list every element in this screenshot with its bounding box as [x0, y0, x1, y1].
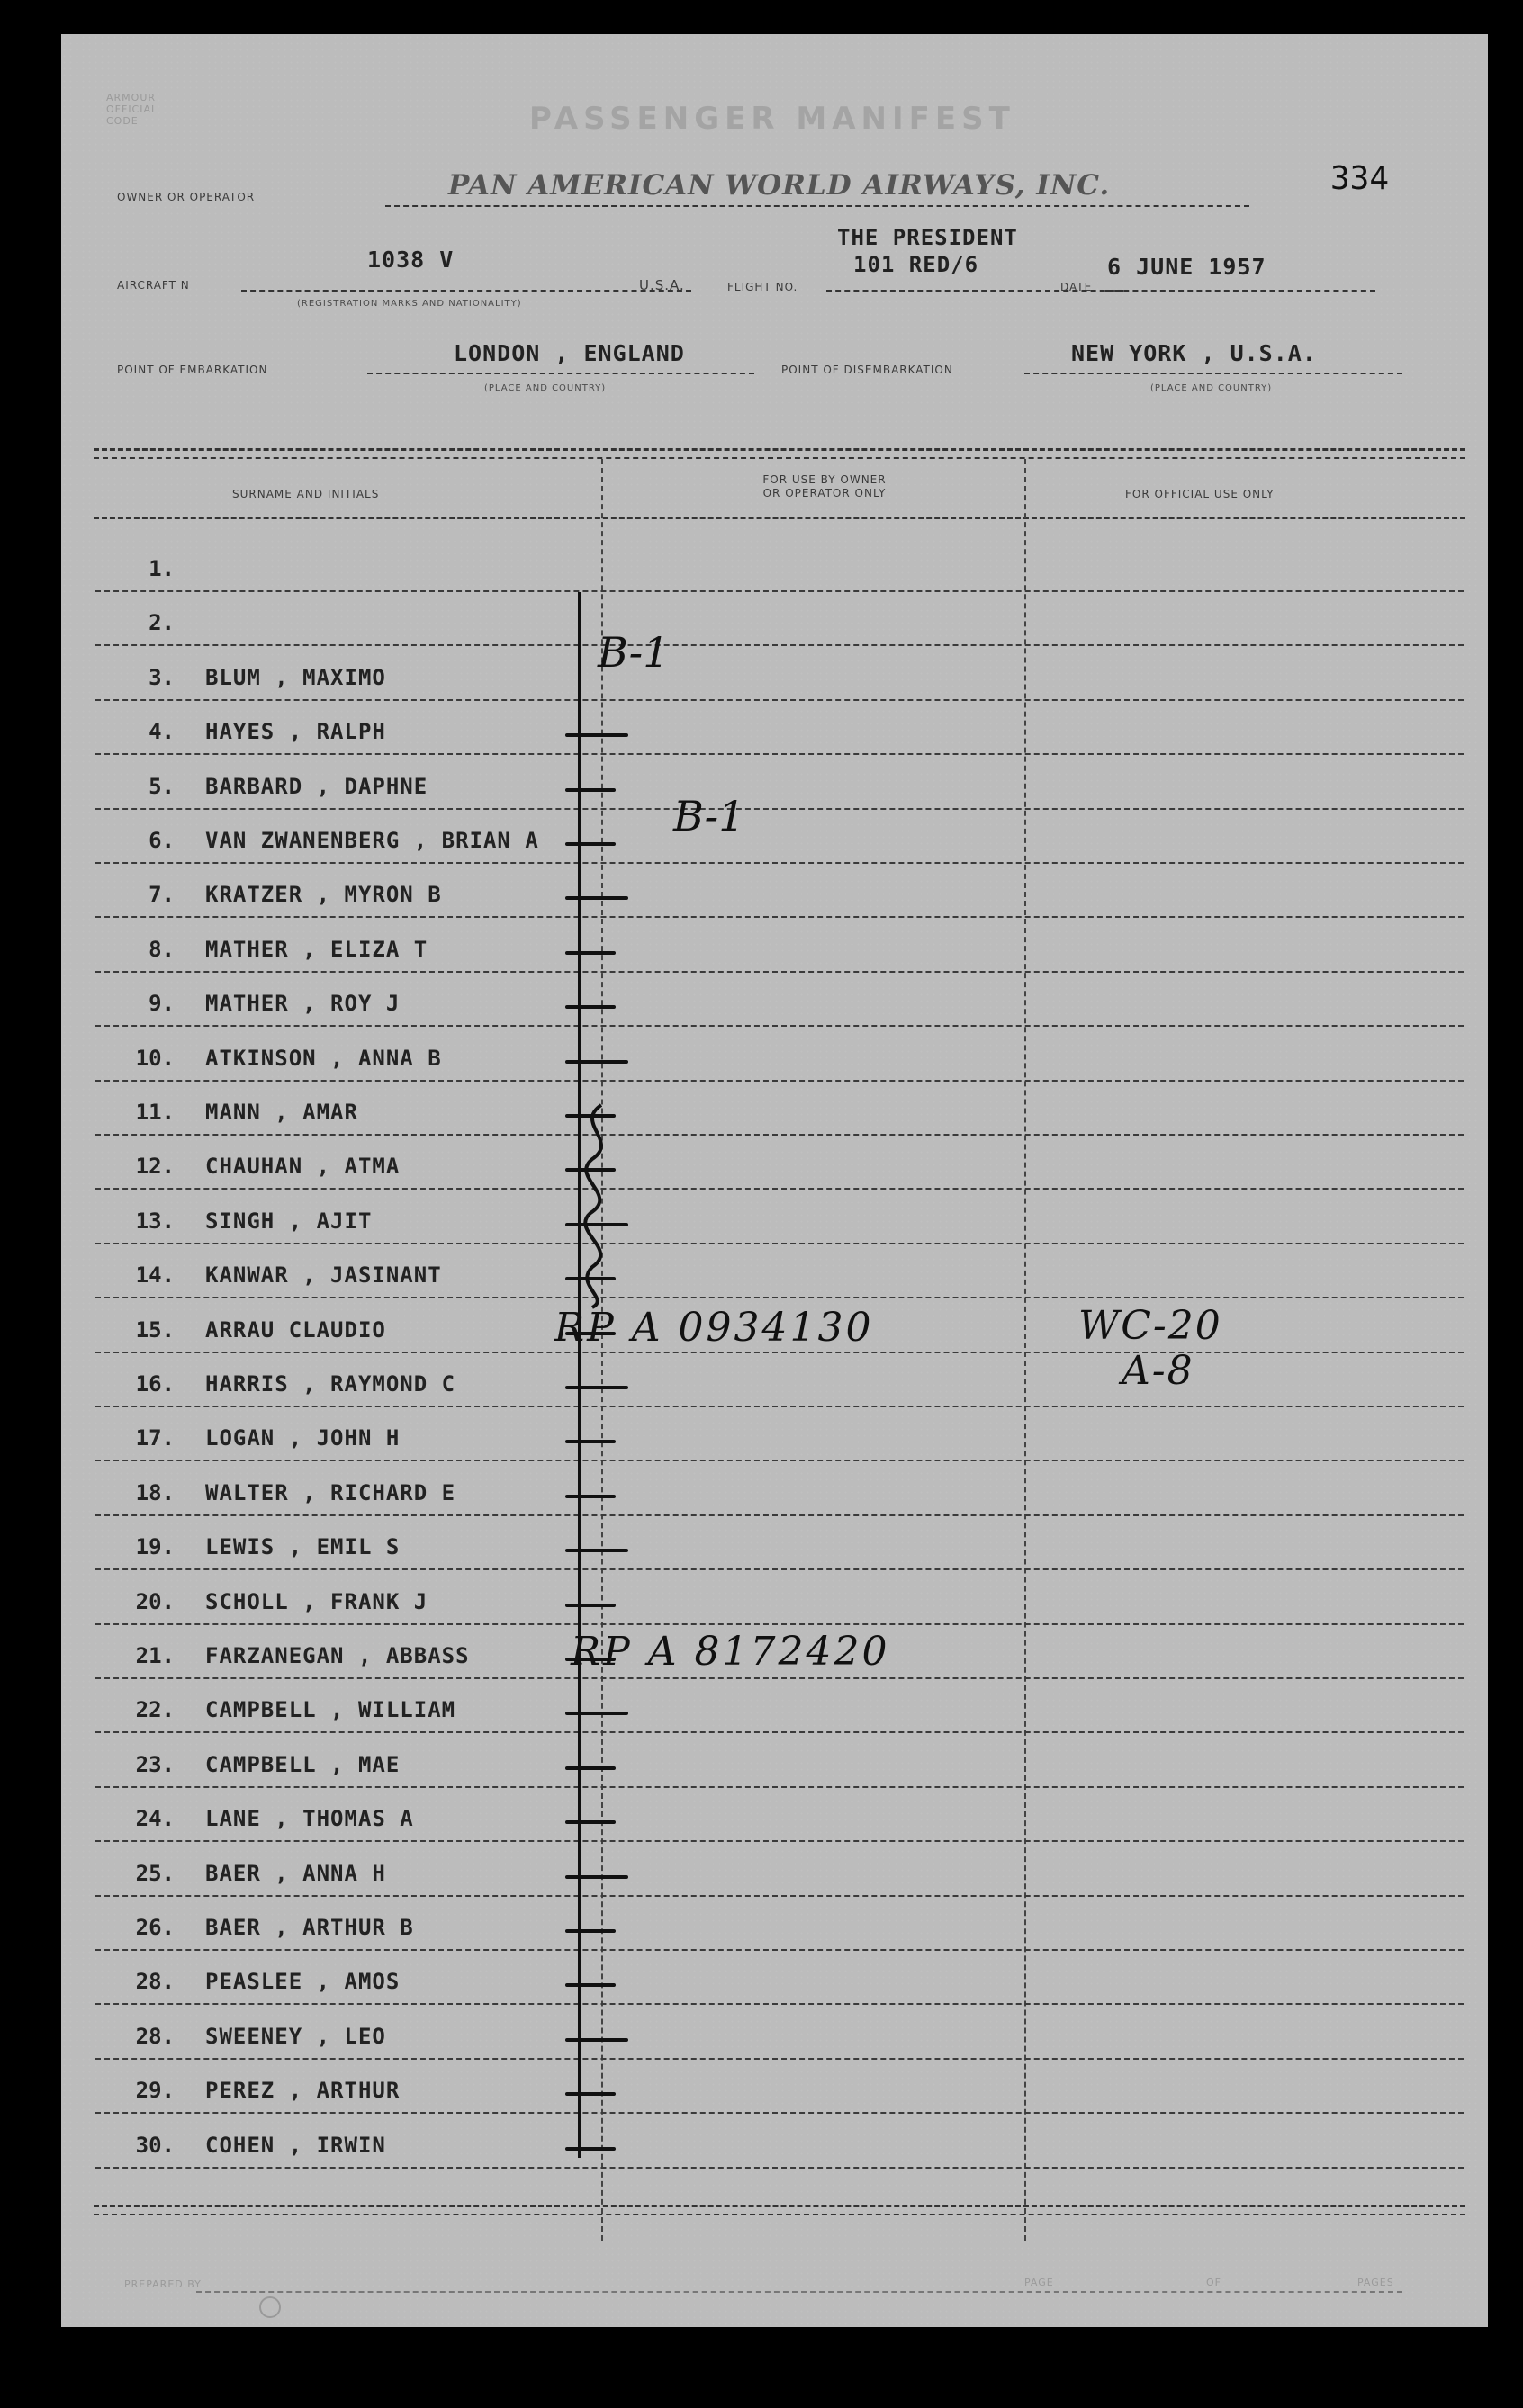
- column-header-rule: [94, 517, 1465, 519]
- usa-label: U.S.A.: [639, 277, 685, 293]
- row-rule: [95, 1514, 1464, 1516]
- passenger-name: VAN ZWANENBERG , BRIAN A: [205, 828, 539, 853]
- row-rule: [95, 2003, 1464, 2005]
- tally-tick: [565, 2147, 616, 2151]
- passenger-number: 6.: [149, 828, 175, 853]
- passenger-name: WALTER , RICHARD E: [205, 1479, 456, 1505]
- flight-number: 101 RED/6: [853, 252, 979, 277]
- passenger-number: 25.: [135, 1860, 175, 1886]
- date-underline: [1105, 290, 1375, 292]
- row-rule: [95, 1786, 1464, 1788]
- passenger-number: 15.: [135, 1316, 175, 1343]
- tally-tick: [565, 842, 616, 846]
- pages-label: PAGES: [1357, 2277, 1394, 2288]
- row-rule: [95, 699, 1464, 701]
- disembarkation-sub-label: (PLACE AND COUNTRY): [1150, 383, 1273, 393]
- passenger-number: 8.: [149, 936, 175, 962]
- passenger-number: 9.: [149, 991, 175, 1017]
- handwritten-row3: B-1: [598, 628, 670, 677]
- tally-tick: [565, 1440, 616, 1443]
- passenger-number: 16.: [135, 1371, 175, 1397]
- tally-tick: [565, 1820, 616, 1824]
- passenger-name: CAMPBELL , MAE: [205, 1751, 401, 1777]
- embarkation-sub-label: (PLACE AND COUNTRY): [484, 383, 607, 393]
- column-header-owner-line2: OR OPERATOR ONLY: [762, 487, 887, 499]
- flight-label: FLIGHT NO.: [727, 281, 798, 293]
- passenger-name: KRATZER , MYRON B: [205, 882, 442, 908]
- row-rule: [95, 1731, 1464, 1733]
- table-top-rule-2: [94, 457, 1465, 459]
- embarkation-label: POINT OF EMBARKATION: [117, 364, 268, 376]
- tally-tick: [565, 1929, 616, 1933]
- owner-underline: [385, 205, 1249, 207]
- passenger-number: 20.: [135, 1588, 175, 1614]
- passenger-number: 22.: [135, 1697, 175, 1723]
- stamp-circle-icon: [259, 2296, 281, 2318]
- handwritten-official-1: WC-20: [1078, 1303, 1222, 1349]
- manifest-sheet: [61, 34, 1488, 2327]
- passenger-number: 19.: [135, 1534, 175, 1560]
- owner-name: PAN AMERICAN WORLD AIRWAYS, INC.: [448, 169, 1111, 202]
- tally-tick: [565, 1060, 628, 1064]
- table-bottom-rule-2: [94, 2214, 1465, 2215]
- passenger-name: MATHER , ROY J: [205, 991, 401, 1017]
- passenger-name: SCHOLL , FRANK J: [205, 1588, 428, 1614]
- column-header-official: FOR OFFICIAL USE ONLY: [1125, 488, 1275, 500]
- date-label: DATE: [1060, 281, 1093, 293]
- row-rule: [95, 590, 1464, 592]
- form-code-label: ARMOUR OFFICIAL CODE: [106, 92, 158, 127]
- passenger-name: KANWAR , JASINANT: [205, 1262, 442, 1289]
- row-rule: [95, 1352, 1464, 1353]
- row-rule: [95, 2167, 1464, 2169]
- passenger-name: BARBARD , DAPHNE: [205, 773, 428, 799]
- tally-tick: [565, 788, 616, 792]
- table-bottom-rule: [94, 2205, 1465, 2207]
- handwritten-row15: RP A 0934130: [554, 1305, 874, 1351]
- disembarkation-value: NEW YORK , U.S.A.: [1071, 340, 1317, 366]
- passenger-name: LANE , THOMAS A: [205, 1806, 414, 1832]
- passenger-number: 28.: [135, 1969, 175, 1995]
- tally-tick: [565, 1766, 616, 1770]
- passenger-number: 23.: [135, 1751, 175, 1777]
- passenger-name: MATHER , ELIZA T: [205, 936, 428, 962]
- row-rule: [95, 2112, 1464, 2114]
- owner-label: OWNER OR OPERATOR: [117, 191, 256, 203]
- passenger-number: 5.: [149, 773, 175, 799]
- tally-tick: [565, 1604, 616, 1607]
- prepared-by-label: PREPARED BY: [124, 2278, 202, 2290]
- tally-tick: [565, 1983, 616, 1987]
- tally-tick: [565, 1495, 616, 1498]
- row-rule: [95, 1188, 1464, 1190]
- passenger-name: CHAUHAN , ATMA: [205, 1154, 401, 1180]
- row-rule: [95, 1134, 1464, 1136]
- manifest-title: PASSENGER MANIFEST: [529, 101, 1015, 137]
- tally-tick: [565, 1005, 616, 1009]
- disembarkation-label: POINT OF DISEMBARKATION: [781, 364, 953, 376]
- handwritten-official-2: A-8: [1122, 1348, 1194, 1394]
- row-rule: [95, 1895, 1464, 1897]
- passenger-name: MANN , AMAR: [205, 1100, 358, 1125]
- aircraft-label: AIRCRAFT N: [117, 279, 190, 292]
- tally-scribble: [565, 1096, 637, 1312]
- passenger-name: HAYES , RALPH: [205, 719, 386, 745]
- column-header-surname: SURNAME AND INITIALS: [232, 488, 380, 500]
- row-rule: [95, 1460, 1464, 1461]
- table-top-rule: [94, 448, 1465, 451]
- date-value: 6 JUNE 1957: [1107, 254, 1266, 280]
- row-rule: [95, 753, 1464, 755]
- passenger-number: 29.: [135, 2078, 175, 2104]
- passenger-number: 24.: [135, 1806, 175, 1832]
- passenger-number: 13.: [135, 1208, 175, 1234]
- passenger-name: COHEN , IRWIN: [205, 2132, 386, 2158]
- tally-tick: [565, 1386, 628, 1389]
- row-rule: [95, 808, 1464, 810]
- disembarkation-underline: [1024, 373, 1402, 374]
- flight-name: THE PRESIDENT: [837, 225, 1018, 250]
- tally-tick: [565, 1875, 628, 1879]
- column-header-owner-line1: FOR USE BY OWNER: [762, 473, 887, 486]
- passenger-number: 18.: [135, 1479, 175, 1505]
- passenger-number: 28.: [135, 2023, 175, 2049]
- passenger-number: 1.: [149, 556, 175, 581]
- row-rule: [95, 1568, 1464, 1570]
- passenger-number: 10.: [135, 1045, 175, 1071]
- passenger-name: BAER , ANNA H: [205, 1860, 386, 1886]
- tally-tick: [565, 2038, 628, 2042]
- passenger-number: 26.: [135, 1915, 175, 1940]
- page-label: PAGE: [1024, 2277, 1054, 2288]
- row-rule: [95, 2058, 1464, 2060]
- passenger-number: 14.: [135, 1262, 175, 1289]
- embarkation-value: LONDON , ENGLAND: [454, 340, 685, 366]
- passenger-name: FARZANEGAN , ABBASS: [205, 1643, 470, 1668]
- passenger-number: 12.: [135, 1154, 175, 1180]
- passenger-name: PEREZ , ARTHUR: [205, 2078, 401, 2104]
- passenger-number: 21.: [135, 1643, 175, 1668]
- handwritten-row21: RP A 8172420: [571, 1629, 890, 1675]
- passenger-number: 11.: [135, 1100, 175, 1125]
- row-rule: [95, 1623, 1464, 1625]
- tally-tick: [565, 1712, 628, 1715]
- tally-tick: [565, 2092, 616, 2096]
- tally-tick: [565, 1549, 628, 1552]
- passenger-name: ATKINSON , ANNA B: [205, 1045, 442, 1071]
- row-rule: [95, 1243, 1464, 1244]
- row-rule: [95, 1840, 1464, 1842]
- passenger-name: LOGAN , JOHN H: [205, 1425, 401, 1451]
- row-rule: [95, 1406, 1464, 1407]
- passenger-number: 17.: [135, 1425, 175, 1451]
- passenger-name: HARRIS , RAYMOND C: [205, 1371, 456, 1397]
- passenger-number: 4.: [149, 719, 175, 745]
- passenger-name: PEASLEE , AMOS: [205, 1969, 401, 1995]
- aircraft-sub-label: (REGISTRATION MARKS AND NATIONALITY): [297, 299, 522, 309]
- row-rule: [95, 1677, 1464, 1679]
- passenger-name: LEWIS , EMIL S: [205, 1534, 401, 1560]
- page-number: 334: [1330, 160, 1390, 197]
- embarkation-underline: [367, 373, 754, 374]
- row-rule: [95, 862, 1464, 864]
- row-rule: [95, 1297, 1464, 1298]
- aircraft-underline: [241, 290, 691, 292]
- passenger-name: CAMPBELL , WILLIAM: [205, 1697, 456, 1723]
- row-rule: [95, 1080, 1464, 1082]
- column-divider-2: [1024, 459, 1026, 2241]
- aircraft-value: 1038 V: [367, 247, 455, 273]
- passenger-number: 7.: [149, 882, 175, 908]
- passenger-name: SINGH , AJIT: [205, 1208, 373, 1234]
- passenger-number: 3.: [149, 664, 175, 690]
- row-rule: [95, 916, 1464, 918]
- tally-spine: [578, 592, 581, 2158]
- handwritten-row6: B-1: [673, 792, 745, 840]
- passenger-name: SWEENEY , LEO: [205, 2023, 386, 2049]
- tally-tick: [565, 896, 628, 900]
- tally-tick: [565, 733, 628, 737]
- footer-underline: [196, 2291, 1402, 2293]
- passenger-name: ARRAU CLAUDIO: [205, 1316, 386, 1343]
- tally-tick: [565, 951, 616, 955]
- passenger-name: BAER , ARTHUR B: [205, 1915, 414, 1940]
- of-label: OF: [1206, 2277, 1221, 2288]
- row-rule: [95, 644, 1464, 646]
- passenger-name: BLUM , MAXIMO: [205, 664, 386, 690]
- row-rule: [95, 971, 1464, 973]
- passenger-number: 30.: [135, 2132, 175, 2158]
- row-rule: [95, 1949, 1464, 1951]
- passenger-number: 2.: [149, 610, 175, 636]
- row-rule: [95, 1025, 1464, 1027]
